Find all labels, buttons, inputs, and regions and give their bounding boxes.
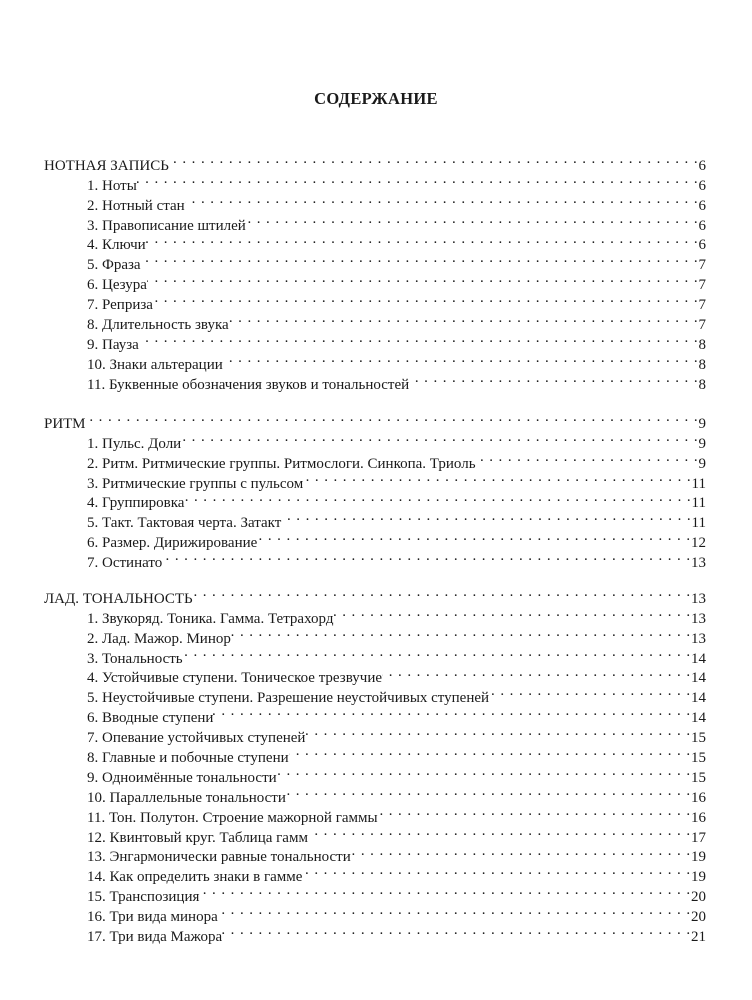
toc-page-number: 7 [698,257,706,274]
toc-entry-title: 12. Квинтовый круг. Таблица гамм [87,829,308,846]
toc-page-number: 13 [691,590,706,607]
toc-page-number: 14 [691,670,706,687]
toc-page-number: 8 [698,336,706,353]
dot-leader [222,921,691,941]
toc-page-number: 14 [691,650,706,667]
dot-leader [286,782,691,802]
toc-page-number: 12 [691,535,706,552]
toc-page-number: 8 [698,356,706,373]
toc-entry[interactable] [44,190,706,214]
toc-entry[interactable] [44,428,706,452]
toc-page-number: 7 [698,297,706,314]
toc-entry-title: 1. Пульс. Доли [87,435,182,452]
toc-page-number: 8 [698,376,706,393]
toc-entry-title: РИТМ [44,415,86,432]
toc-section-heading[interactable] [44,583,706,607]
dot-leader [231,623,691,643]
toc-entry-title: 6. Цезура [87,277,147,294]
toc-page-number: 16 [691,809,706,826]
toc-page-number: 7 [698,317,706,334]
toc-entry-title: 9. Одноимённые тональности [87,769,277,786]
dot-leader [153,289,699,309]
toc-entry-title: 8. Главные и побочные ступени [87,750,289,767]
dot-leader [378,802,691,822]
dot-leader [305,722,691,742]
toc-entry-title: 5. Такт. Тактовая черта. Затакт [87,515,282,532]
dot-leader [141,249,699,269]
dot-leader [162,547,691,567]
toc-entry-title: 16. Три вида минора [87,909,218,926]
toc-entry-title: 17. Три вида Мажора [87,929,223,946]
toc-page-number: 6 [698,157,706,174]
toc-entry-title: 10. Параллельные тональности [87,789,286,806]
toc-entry-title: 4. Устойчивые ступени. Тоническое трезвучие [87,670,382,687]
toc-page-number: 6 [698,217,706,234]
toc-page-number: 20 [691,889,706,906]
toc-page-number: 9 [698,415,706,432]
dot-leader [246,210,699,230]
page-title: СОДЕРЖАНИЕ [314,89,438,108]
toc-section [44,150,706,393]
dot-leader [476,448,699,468]
toc-page-number: 7 [698,277,706,294]
toc-page-number: 9 [698,455,706,472]
dot-leader [146,230,699,250]
toc-section [44,583,706,946]
toc-section [44,408,706,572]
toc-entry-title: 9. Пауза [87,336,139,353]
toc-entry-title: 15. Транспозиция [87,889,200,906]
dot-leader [213,702,691,722]
toc-page-number: 6 [698,197,706,214]
dot-leader [147,269,699,289]
toc-entry-title: ЛАД. ТОНАЛЬНОСТЬ [44,590,193,607]
toc-entry-title: 11. Буквенные обозначения звуков и тональностей [87,376,410,393]
toc-entry[interactable] [44,349,706,373]
toc-page-number: 14 [691,690,706,707]
toc-page-number: 6 [698,177,706,194]
dot-leader [183,643,691,663]
dot-leader [303,468,691,488]
dot-leader [257,527,691,547]
toc-entry-title: 4. Ключи [87,237,146,254]
toc-entry-title: 3. Ритмические группы с пульсом [87,475,304,492]
toc-page-number: 13 [691,610,706,627]
toc-entry-title: 6. Вводные ступени [87,710,214,727]
toc-page-number: 19 [691,869,706,886]
dot-leader [409,369,698,389]
toc-entry-title: 3. Правописание штилей [87,217,246,234]
dot-leader [382,663,691,683]
toc-page-number: 16 [691,789,706,806]
dot-leader [277,762,691,782]
toc-entry-title: 6. Размер. Дирижирование [87,535,258,552]
toc-page-number: 15 [691,769,706,786]
toc-entry-title: 10. Знаки альтерации [87,356,223,373]
toc-page-number: 11 [691,495,706,512]
toc-page-number: 13 [691,630,706,647]
dot-leader [85,408,698,428]
dot-leader [184,488,691,508]
dot-leader [229,309,699,329]
toc-page-number: 17 [691,829,706,846]
toc-page-number: 15 [691,730,706,747]
toc-entry-title: 5. Фраза [87,257,141,274]
toc-entry-title: 7. Остинато [87,555,163,572]
toc-section-heading[interactable] [44,408,706,432]
toc-entry-title: 13. Энгармонически равные тональности [87,849,351,866]
dot-leader [218,901,691,921]
toc-page-number: 14 [691,710,706,727]
toc-page-number: 15 [691,750,706,767]
dot-leader [199,881,691,901]
toc-section-heading[interactable] [44,150,706,174]
toc-page-number: 11 [691,475,706,492]
dot-leader [308,822,691,842]
dot-leader [289,742,691,762]
dot-leader [169,150,699,170]
dot-leader [193,583,691,603]
toc-page-number: 6 [698,237,706,254]
toc-entry-title: НОТНАЯ ЗАПИСЬ [44,157,169,174]
dot-leader [333,603,691,623]
toc-page-number: 9 [698,435,706,452]
dot-leader [302,861,691,881]
toc-entry-title: 8. Длительность звука [87,317,229,334]
toc-page-number: 20 [691,909,706,926]
toc-entry-title: 1. Звукоряд. Тоника. Гамма. Тетрахорд [87,610,334,627]
toc-page-number: 11 [691,515,706,532]
toc-entry-title: 2. Ритм. Ритмические группы. Ритмослоги. Синкопа. Триоль [87,455,476,472]
toc-entry-title: 2. Нотный стан [87,197,185,214]
toc-entry-title: 11. Тон. Полутон. Строение мажорной гаммы [87,809,378,826]
toc-entry-title: 7. Реприза [87,297,153,314]
dot-leader [139,329,699,349]
toc-page-number: 13 [691,555,706,572]
toc-page-number: 19 [691,849,706,866]
toc-page-number: 21 [691,929,706,946]
dot-leader [137,170,699,190]
dot-leader [489,682,691,702]
toc-entry[interactable] [44,329,706,353]
toc-entry-title: 5. Неустойчивые ступени. Разрешение неустойчивых ступеней [87,690,490,707]
toc-entry-title: 7. Опевание устойчивых ступеней [87,730,306,747]
toc-entry[interactable] [44,269,706,294]
dot-leader [351,842,691,862]
toc-entry-title: 3. Тональность [87,650,183,667]
toc-entry-title: 14. Как определить знаки в гамме [87,869,303,886]
dot-leader [185,190,699,210]
dot-leader [181,428,698,448]
dot-leader [281,507,691,527]
dot-leader [223,349,699,369]
toc-entry[interactable] [44,170,706,194]
toc-entry-title: 4. Группировка [87,495,185,512]
toc-entry-title: 1. Ноты [87,177,137,194]
toc-entry[interactable] [44,249,706,274]
toc-entry-title: 2. Лад. Мажор. Минор [87,630,231,647]
